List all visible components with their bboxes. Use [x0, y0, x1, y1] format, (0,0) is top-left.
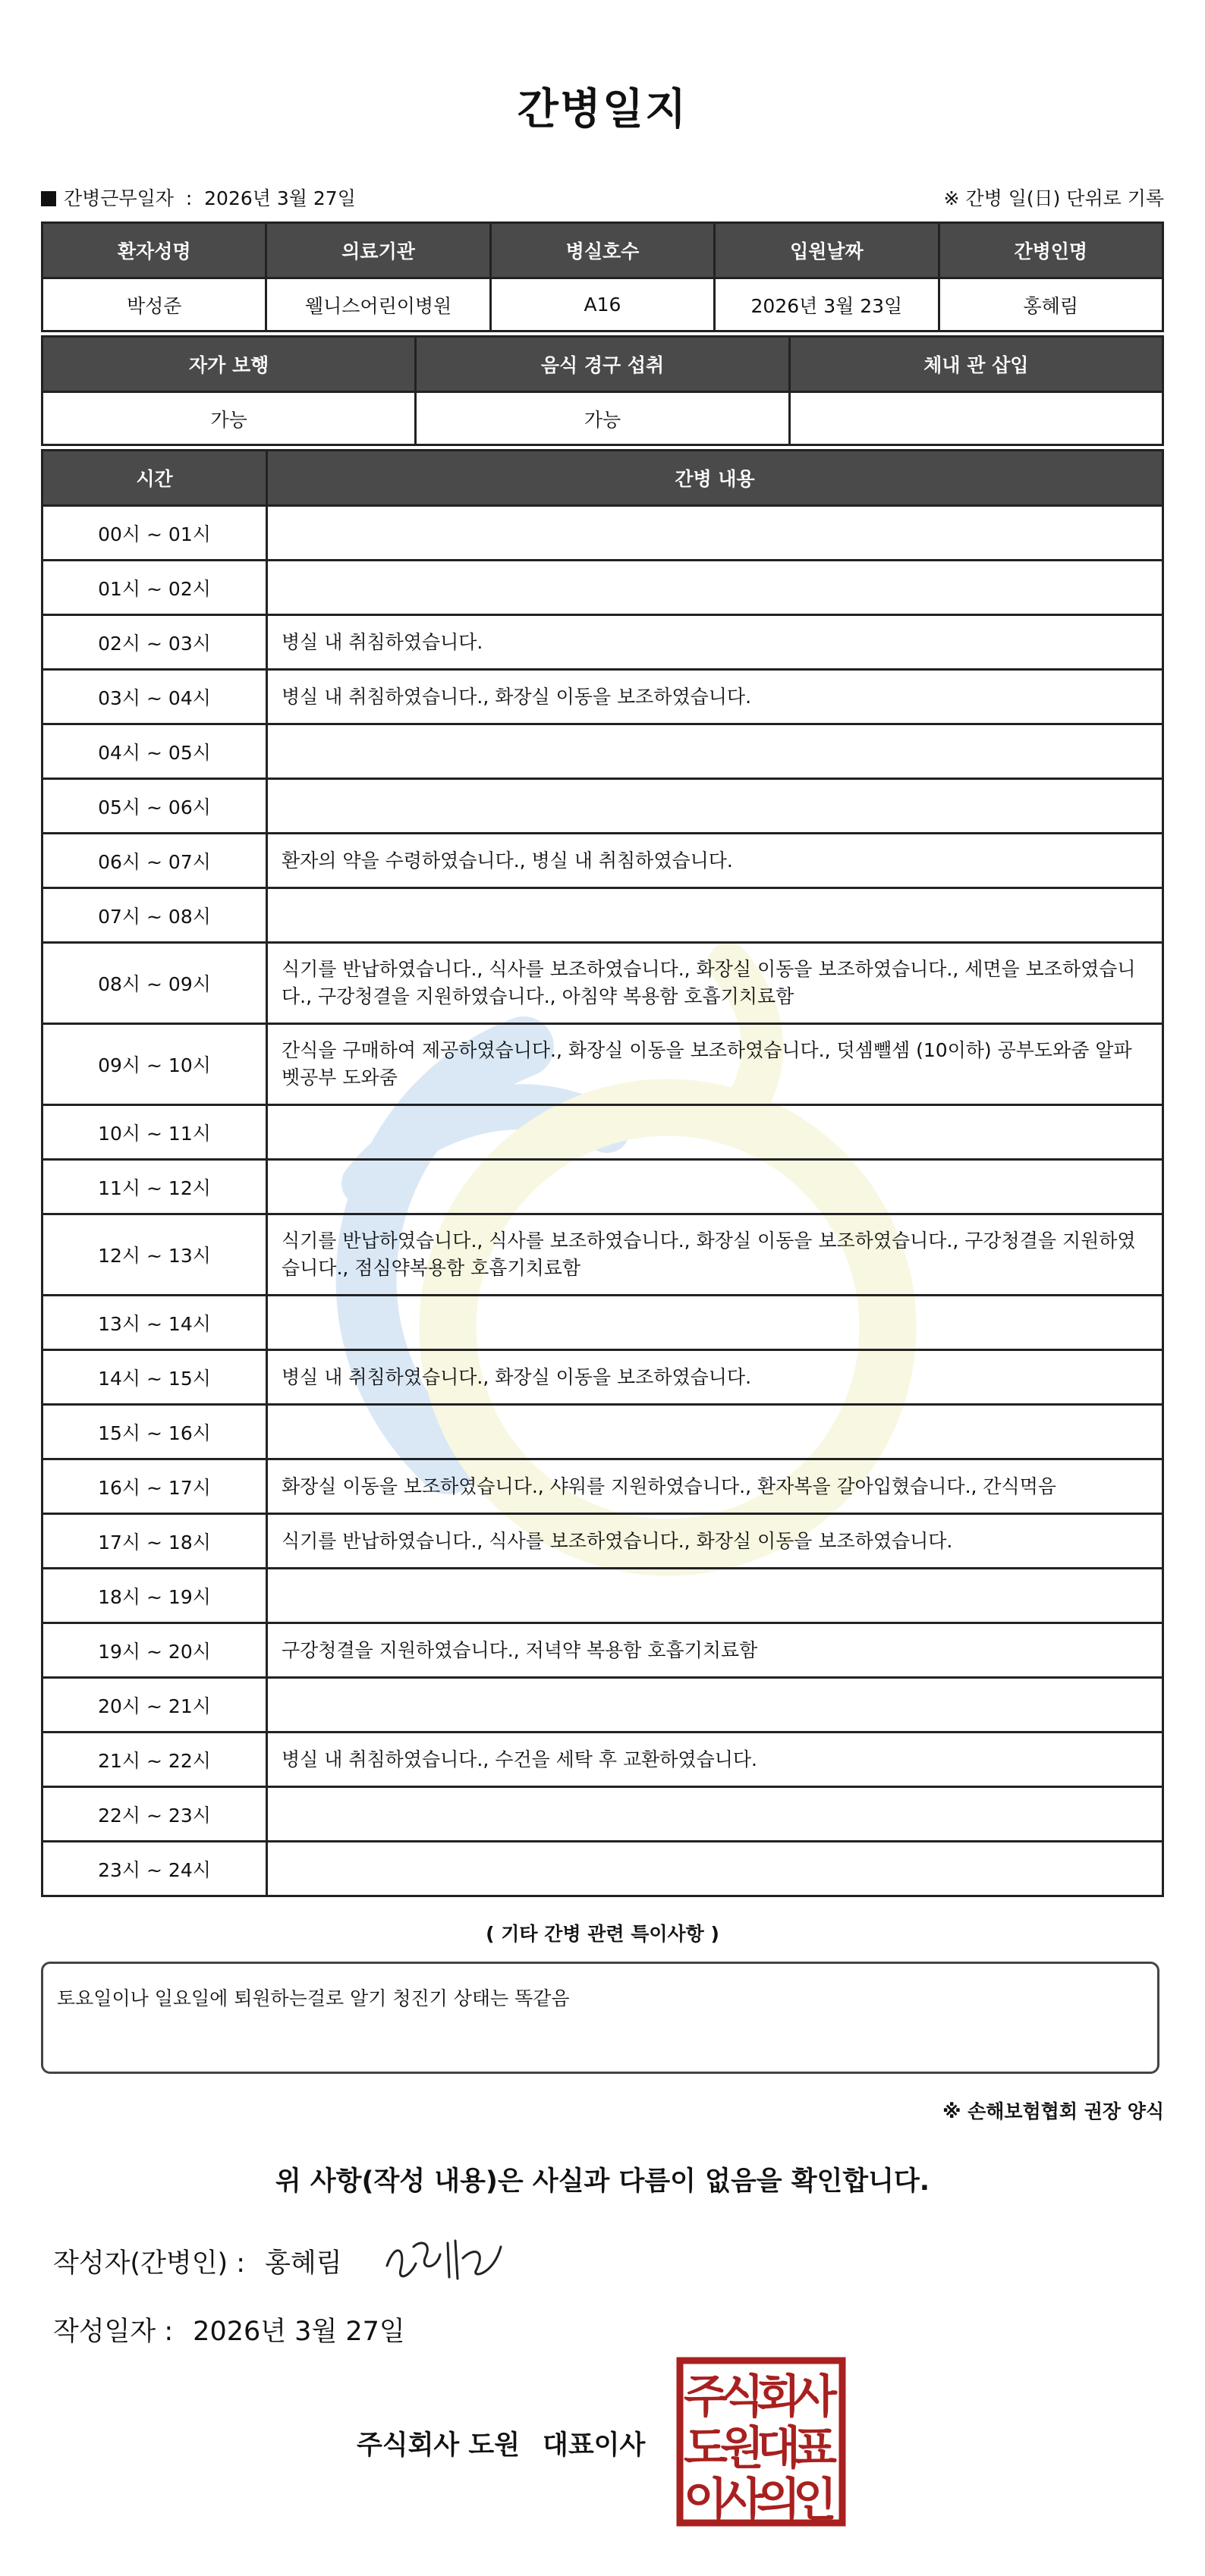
log-row	[42, 1459, 1163, 1514]
log-time: 23시 ~ 24시	[42, 1842, 267, 1896]
log-row	[42, 561, 1163, 615]
log-content: 병실 내 취침하였습니다., 수건을 세탁 후 교환하였습니다.	[267, 1733, 1163, 1787]
log-content	[267, 506, 1163, 561]
log-time: 10시 ~ 11시	[42, 1105, 267, 1160]
svg-text:도: 도	[684, 2422, 728, 2475]
svg-text:표: 표	[793, 2422, 837, 2475]
work-date	[41, 184, 356, 211]
hospital-name: 웰니스어린이병원	[266, 278, 490, 331]
log-header-row	[42, 451, 1163, 506]
log-time: 22시 ~ 23시	[42, 1787, 267, 1842]
header-oral-intake: 음식 경구 섭취	[416, 337, 789, 392]
header-time: 시간	[42, 451, 267, 506]
log-row	[42, 1105, 1163, 1160]
patient-name: 박성준	[42, 278, 266, 331]
log-row	[42, 615, 1163, 670]
log-row	[42, 724, 1163, 779]
patient-info-table	[41, 221, 1164, 332]
log-row	[42, 1569, 1163, 1623]
tube-insertion-value	[789, 392, 1163, 445]
log-row	[42, 1296, 1163, 1350]
care-log-table	[41, 449, 1164, 1897]
header-room: 병실호수	[490, 223, 714, 278]
work-date-label: 간병근무일자	[64, 187, 174, 209]
log-time: 00시 ~ 01시	[42, 506, 267, 561]
svg-text:대: 대	[757, 2422, 801, 2475]
log-content	[267, 1787, 1163, 1842]
log-time: 07시 ~ 08시	[42, 888, 267, 943]
company-name: 주식회사 도원	[357, 2430, 521, 2461]
oral-intake-value: 가능	[416, 392, 789, 445]
log-time: 01시 ~ 02시	[42, 561, 267, 615]
header-hospital: 의료기관	[266, 223, 490, 278]
company-role: 대표이사	[543, 2430, 646, 2461]
log-row	[42, 670, 1163, 724]
self-walking-value: 가능	[42, 392, 416, 445]
notes-title: ( 기타 간병 관련 특이사항 )	[486, 1923, 719, 1945]
log-time: 20시 ~ 21시	[42, 1678, 267, 1733]
header-self-walking: 자가 보행	[42, 337, 416, 392]
svg-text:이: 이	[684, 2474, 728, 2527]
writer-name: 홍혜림	[265, 2248, 342, 2279]
writer-line	[53, 2242, 342, 2280]
company-seal-stamp	[675, 2356, 847, 2527]
log-content	[267, 1405, 1163, 1459]
log-content	[267, 1105, 1163, 1160]
svg-text:회: 회	[757, 2370, 801, 2424]
header-patient-name: 환자성명	[42, 223, 266, 278]
log-row	[42, 1024, 1163, 1105]
admission-date: 2026년 3월 23일	[715, 278, 939, 331]
log-time: 08시 ~ 09시	[42, 943, 267, 1024]
svg-text:사: 사	[793, 2370, 837, 2424]
work-date-separator: :	[185, 187, 193, 209]
log-row	[42, 1350, 1163, 1405]
form-source-note: ※ 손해보험협회 권장 양식	[942, 2100, 1164, 2122]
company-line	[357, 2424, 645, 2462]
header-tube-insertion: 체내 관 삽입	[789, 337, 1163, 392]
log-row	[42, 1733, 1163, 1787]
log-content	[267, 888, 1163, 943]
log-content	[267, 1678, 1163, 1733]
log-row	[42, 1623, 1163, 1678]
log-content: 화장실 이동을 보조하였습니다., 샤워를 지원하였습니다., 환자복을 갈아입혔습니다., 간식먹음	[267, 1459, 1163, 1514]
log-time: 04시 ~ 05시	[42, 724, 267, 779]
log-time: 14시 ~ 15시	[42, 1350, 267, 1405]
log-content	[267, 1842, 1163, 1896]
svg-text:인: 인	[793, 2474, 837, 2527]
log-time: 02시 ~ 03시	[42, 615, 267, 670]
log-content: 간식을 구매하여 제공하였습니다., 화장실 이동을 보조하였습니다., 덧셈뺄셈 (10이하) 공부도와줌 알파벳공부 도와줌	[267, 1024, 1163, 1105]
log-row	[42, 1214, 1163, 1296]
log-row	[42, 1678, 1163, 1733]
log-content	[267, 1569, 1163, 1623]
log-content	[267, 561, 1163, 615]
log-row	[42, 943, 1163, 1024]
caregiver-name: 홍혜림	[939, 278, 1163, 331]
log-time: 12시 ~ 13시	[42, 1214, 267, 1296]
log-time: 15시 ~ 16시	[42, 1405, 267, 1459]
log-row	[42, 888, 1163, 943]
svg-text:의: 의	[757, 2474, 801, 2527]
log-content	[267, 1296, 1163, 1350]
svg-text:주: 주	[684, 2370, 728, 2424]
log-time: 18시 ~ 19시	[42, 1569, 267, 1623]
record-unit-note: ※ 간병 일(日) 단위로 기록	[943, 187, 1164, 209]
log-row	[42, 1405, 1163, 1459]
log-content: 식기를 반납하였습니다., 식사를 보조하였습니다., 화장실 이동을 보조하였습니다., 구강청결을 지원하였습니다., 점심약복용함 호흡기치료함	[267, 1214, 1163, 1296]
notes-box: 토요일이나 일요일에 퇴원하는걸로 알기 청진기 상태는 똑같음	[41, 1962, 1159, 2074]
room-number: A16	[490, 278, 714, 331]
log-time: 17시 ~ 18시	[42, 1514, 267, 1569]
written-date-line	[53, 2311, 405, 2348]
log-content: 구강청결을 지원하였습니다., 저녁약 복용함 호흡기치료함	[267, 1623, 1163, 1678]
log-content: 식기를 반납하였습니다., 식사를 보조하였습니다., 화장실 이동을 보조하였습니다.	[267, 1514, 1163, 1569]
square-bullet-icon	[41, 191, 56, 206]
log-row	[42, 834, 1163, 888]
log-time: 11시 ~ 12시	[42, 1160, 267, 1214]
log-row	[42, 779, 1163, 834]
page-title: 간병일지	[517, 85, 688, 134]
log-time: 21시 ~ 22시	[42, 1733, 267, 1787]
patient-header-row	[42, 223, 1163, 278]
work-date-value: 2026년 3월 27일	[204, 187, 356, 209]
written-date-label: 작성일자 :	[53, 2317, 174, 2347]
patient-value-row	[42, 278, 1163, 331]
written-date-value: 2026년 3월 27일	[193, 2317, 405, 2347]
svg-text:원: 원	[720, 2422, 764, 2475]
log-content: 식기를 반납하였습니다., 식사를 보조하였습니다., 화장실 이동을 보조하였습니다., 세면을 보조하였습니다., 구강청결을 지원하였습니다., 아침약 복용함 호흡기치료함	[267, 943, 1163, 1024]
log-time: 09시 ~ 10시	[42, 1024, 267, 1105]
log-content: 병실 내 취침하였습니다.	[267, 615, 1163, 670]
log-time: 06시 ~ 07시	[42, 834, 267, 888]
svg-text:사: 사	[720, 2474, 764, 2527]
log-row	[42, 1160, 1163, 1214]
log-time: 16시 ~ 17시	[42, 1459, 267, 1514]
log-time: 19시 ~ 20시	[42, 1623, 267, 1678]
log-content	[267, 779, 1163, 834]
log-body	[42, 506, 1163, 1896]
svg-text:식: 식	[720, 2370, 764, 2424]
header-care-content: 간병 내용	[267, 451, 1163, 506]
ability-header-row	[42, 337, 1163, 392]
header-admission-date: 입원날짜	[715, 223, 939, 278]
log-row	[42, 506, 1163, 561]
log-content: 병실 내 취침하였습니다., 화장실 이동을 보조하였습니다.	[267, 670, 1163, 724]
log-time: 13시 ~ 14시	[42, 1296, 267, 1350]
log-row	[42, 1842, 1163, 1896]
log-time: 05시 ~ 06시	[42, 779, 267, 834]
log-content: 환자의 약을 수령하였습니다., 병실 내 취침하였습니다.	[267, 834, 1163, 888]
log-content	[267, 724, 1163, 779]
log-time: 03시 ~ 04시	[42, 670, 267, 724]
handwritten-signature	[379, 2224, 508, 2292]
writer-label: 작성자(간병인) :	[53, 2248, 246, 2279]
log-content	[267, 1160, 1163, 1214]
ability-table	[41, 335, 1164, 446]
header-caregiver: 간병인명	[939, 223, 1163, 278]
log-row	[42, 1514, 1163, 1569]
log-content: 병실 내 취침하였습니다., 화장실 이동을 보조하였습니다.	[267, 1350, 1163, 1405]
confirmation-statement: 위 사항(작성 내용)은 사실과 다름이 없음을 확인합니다.	[275, 2166, 930, 2197]
log-row	[42, 1787, 1163, 1842]
ability-value-row	[42, 392, 1163, 445]
